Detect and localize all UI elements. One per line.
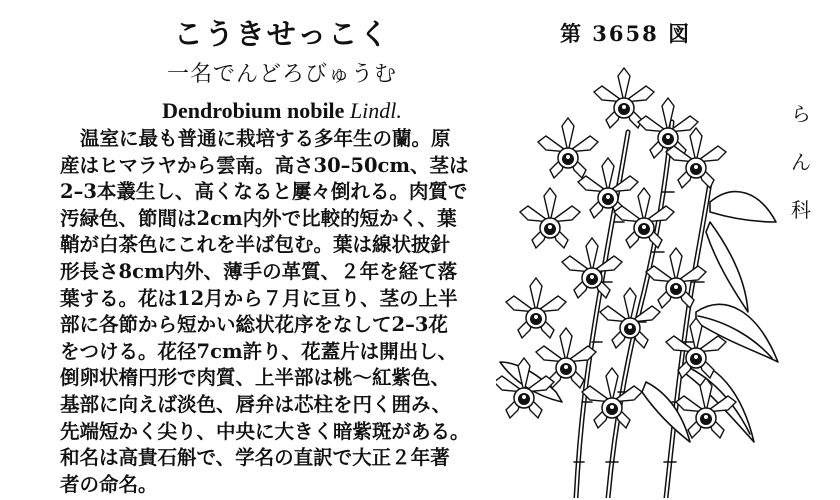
figure-number: 第 3658 図 <box>560 21 692 46</box>
family-char: ん <box>791 150 811 174</box>
description-line: 産はヒマラヤから雲南。高さ30–50cm、茎は <box>60 153 469 177</box>
description-line: 基部に向えば淡色、唇弁は芯柱を円く囲み、 <box>60 392 452 416</box>
description-line: 倒卵状楕円形で肉質、上半部は桃〜紅紫色、 <box>60 366 451 390</box>
description-line: 2–3本叢生し、高くなると屢々倒れる。肉質で <box>60 180 468 204</box>
description-line: 先端短かく尖り、中央に大きく暗紫斑がある。 <box>60 419 470 443</box>
author-abbrev: Lindl. <box>349 98 402 123</box>
description-line: 鞘が白茶色にこれを半ば包む。葉は線状披針 <box>60 233 451 257</box>
alias-name: 一名でんどろびゅうむ <box>166 62 397 87</box>
description-line: 温室に最も普通に栽培する多年生の蘭。原 <box>80 127 451 150</box>
orchid-plant-illustration-icon <box>496 62 786 498</box>
description-line: 汚緑色、節間は2cm内外で比較的短かく、葉 <box>60 206 457 230</box>
description-text <box>60 126 480 498</box>
description-line: 形長さ8cm内外、薄手の革質、２年を経て落 <box>60 259 458 283</box>
title-block <box>82 14 482 126</box>
description-line: 部に各節から短かい総状花序をなして2–3花 <box>60 313 448 337</box>
family-label <box>787 90 815 234</box>
description-line: をつける。花径7cm許り、花蓋片は開出し、 <box>60 339 458 363</box>
description-line: 和名は高貴石斛で、学名の直訳で大正２年著 <box>60 446 450 470</box>
scientific-name: Dendrobium nobile <box>162 98 345 123</box>
description-line: 者の命名。 <box>60 472 158 496</box>
scientific-name-line <box>82 96 482 126</box>
japanese-name: こうきせっこく <box>173 17 391 51</box>
family-char: ら <box>791 102 811 126</box>
description-line: 葉する。花は12月から７月に亘り、茎の上半 <box>60 286 458 310</box>
family-char: 科 <box>791 198 811 222</box>
